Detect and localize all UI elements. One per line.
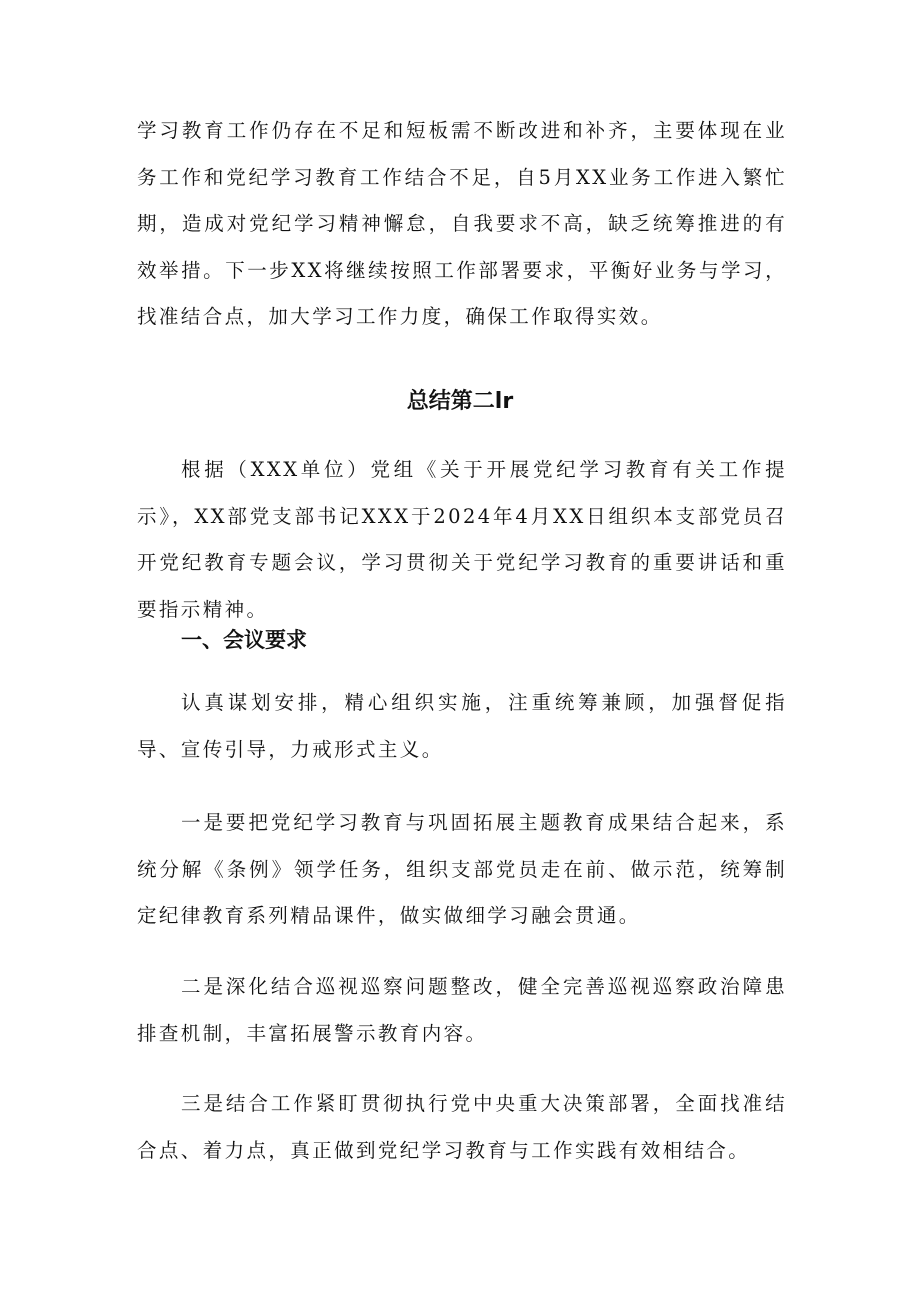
paragraph-point-two: 二是深化结合巡视巡察问题整改，健全完善巡视巡察政治障患排查机制，丰富拓展警示教育内容。 — [137, 975, 787, 1045]
paragraph-intro: 根据（XXX单位）党组《关于开展党纪学习教育有关工作提示》，XX部党支部书记XXX于2024年4月XX日组织本支部党员召开党纪教育专题会议，学习贯彻关于党纪学习教育的重要讲话和重要指示精神。 — [137, 458, 787, 621]
section-title: 总结第二lr — [406, 389, 514, 414]
paragraph-continuation: 学习教育工作仍存在不足和短板需不断改进和补齐，主要体现在业务工作和党纪学习教育工作结合不足，自5月XX业务工作进入繁忙期，造成对党纪学习精神懈怠，自我要求不高，缺乏统筹推进的有效举措。下一步XX将继续按照工作部署要求，平衡好业务与学习，找准结合点，加大学习工作力度，确保工作取得实效。 — [137, 119, 787, 328]
paragraph-point-one: 一是要把党纪学习教育与巩固拓展主题教育成果结合起来，系统分解《条例》领学任务，组织支部党员走在前、做示范，统筹制定纪律教育系列精品课件，做实做细学习融会贯通。 — [137, 811, 787, 927]
paragraph-point-three: 三是结合工作紧盯贯彻执行党中央重大决策部署，全面找准结合点、着力点，真正做到党纪学习教育与工作实践有效相结合。 — [137, 1092, 787, 1162]
paragraph-requirements: 认真谋划安排，精心组织实施，注重统筹兼顾，加强督促指导、宣传引导，力戒形式主义。 — [137, 691, 787, 761]
heading-meeting-requirements: 一、会议要求 — [181, 628, 307, 652]
